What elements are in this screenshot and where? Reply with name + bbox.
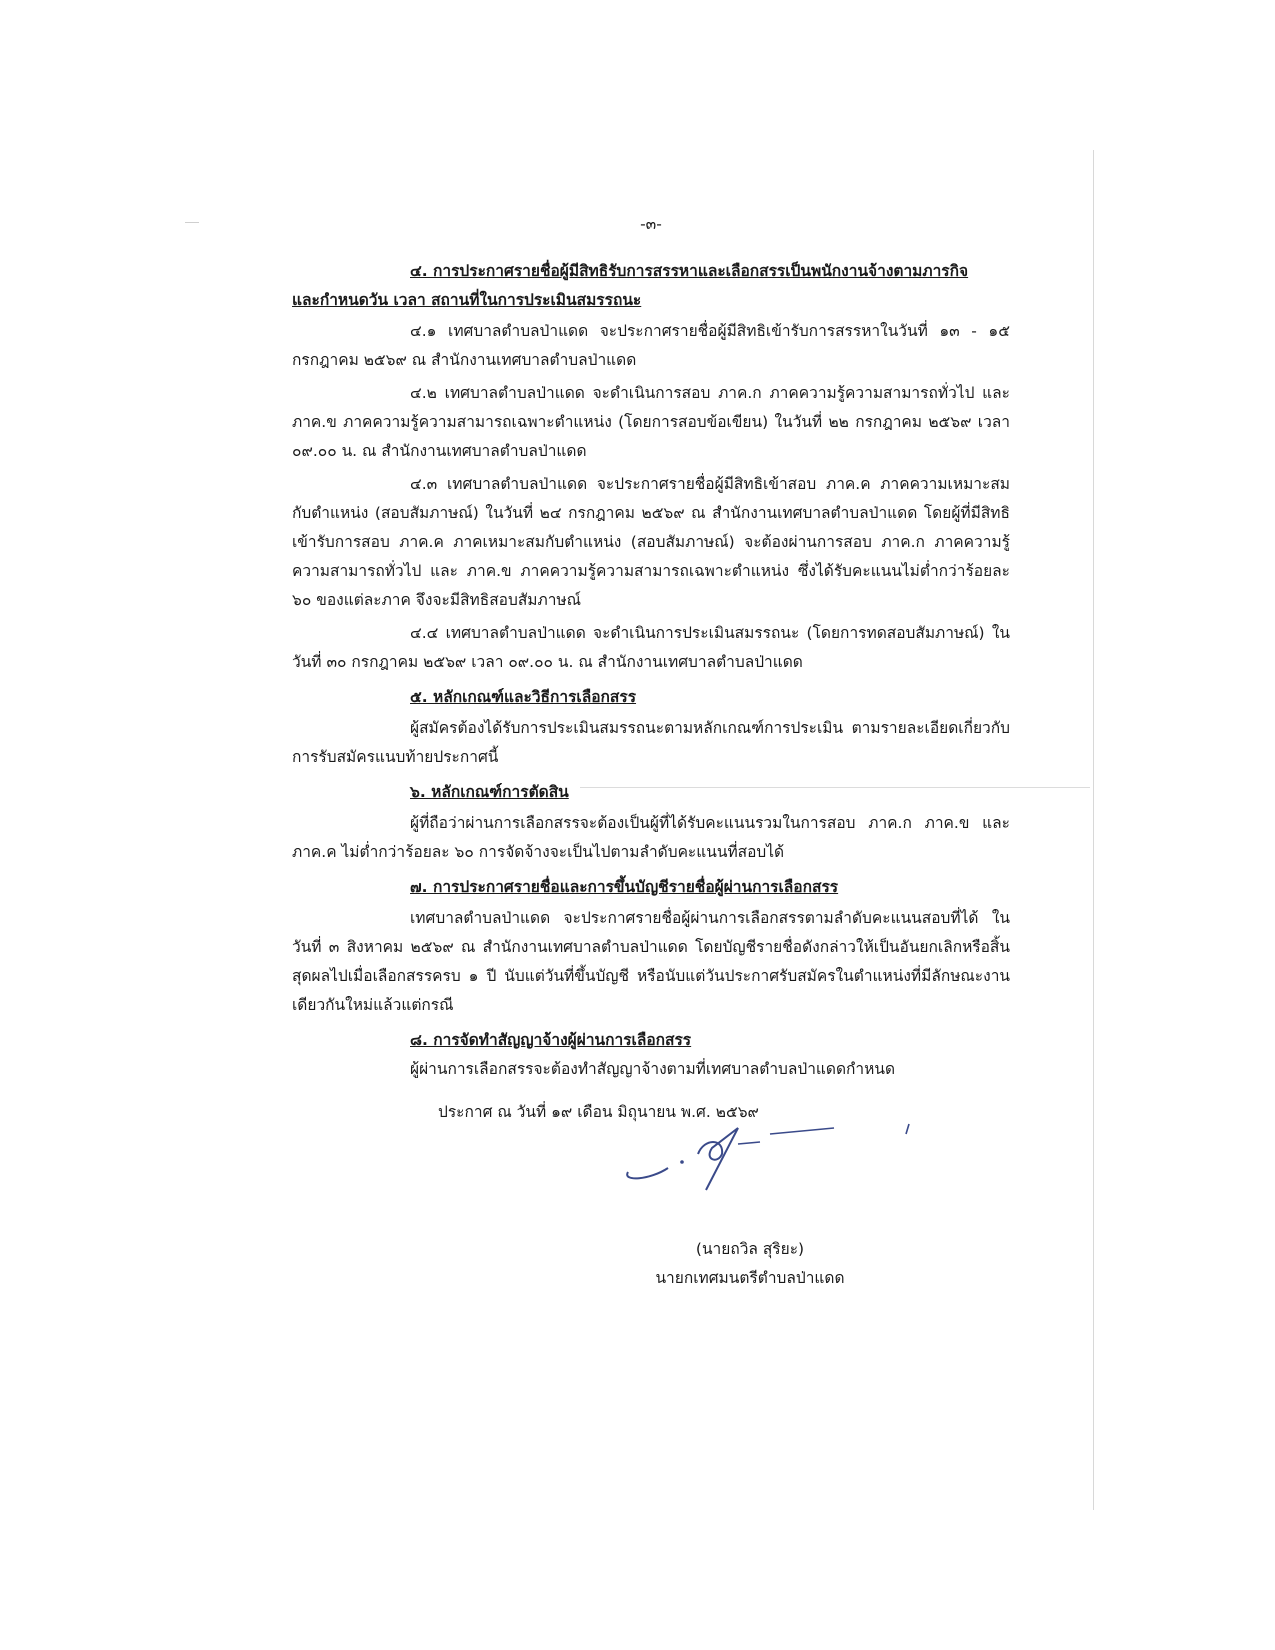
section-7-body: เทศบาลตำบลป่าแดด จะประกาศรายชื่อผู้ผ่านการเลือกสรรตามลำดับคะแนนสอบที่ได้ ใน วันที่ ๓ สิงหาคม ๒๕๖๙ ณ สำนักงานเทศบาลตำบลป่าแดด โดยบัญชีรายชื่อดังกล่าวให้เป็นอันยกเลิกหรือสิ้นสุดผลไปเมื่อเลือกสรรครบ ๑ ปี นับแต่วันที่ขึ้นบัญชี หรือนับแต่วันประกาศรับสมัครในตำแหน่งที่มีลักษณะงานเดียวกันใหม่แล้วแต่กรณี <box>292 909 1010 1014</box>
signer-block <box>620 1235 880 1293</box>
section-4-heading-line2: และกำหนดวัน เวลา สถานที่ในการประเมินสมรรถนะ <box>292 291 642 309</box>
signature-tick-mark <box>902 1122 912 1138</box>
item-4-3: ๔.๓ เทศบาลตำบลป่าแดด จะประกาศรายชื่อผู้มีสิทธิเข้าสอบ ภาค.ค ภาคความเหมาะสมกับตำแหน่ง (สอบสัมภาษณ์) ในวันที่ ๒๔ กรกฎาคม ๒๕๖๙ ณ สำนักงานเทศบาลตำบลป่าแดด โดยผู้ที่มีสิทธิเข้ารับการสอบ ภาค.ค ภาคเหมาะสมกับตำแหน่ง (สอบสัมภาษณ์) จะต้องผ่านการสอบ ภาค.ก ภาคความรู้ความสามารถทั่วไป และ ภาค.ข ภาคความรู้ความสามารถเฉพาะตำแหน่ง ซึ่งได้รับคะแนนไม่ต่ำกว่าร้อยละ ๖๐ ของแต่ละภาค จึงจะมีสิทธิสอบสัมภาษณ์ <box>292 475 1010 609</box>
page-number: -๓- <box>640 215 662 233</box>
section-7-title: ๗. การประกาศรายชื่อและการขึ้นบัญชีรายชื่อผู้ผ่านการเลือกสรร <box>410 878 839 896</box>
scan-speck <box>185 222 199 223</box>
item-4-4: ๔.๔ เทศบาลตำบลป่าแดด จะดำเนินการประเมินสมรรถนะ (โดยการทดสอบสัมภาษณ์) ในวันที่ ๓๐ กรกฎาคม ๒๕๖๙ เวลา ๐๙.๐๐ น. ณ สำนักงานเทศบาลตำบลป่าแดด <box>292 624 1010 671</box>
item-4-2: ๔.๒ เทศบาลตำบลป่าแดด จะดำเนินการสอบ ภาค.ก ภาคความรู้ความสามารถทั่วไป และ ภาค.ข ภาคความรู้ความสามารถเฉพาะตำแหน่ง (โดยการสอบข้อเขียน) ในวันที่ ๒๒ กรกฎาคม ๒๕๖๙ เวลา ๐๙.๐๐ น. ณ สำนักงานเทศบาลตำบลป่าแดด <box>292 384 1010 460</box>
section-6-body: ผู้ที่ถือว่าผ่านการเลือกสรรจะต้องเป็นผู้ที่ได้รับคะแนนรวมในการสอบ ภาค.ก ภาค.ข และ ภาค.ค ไม่ต่ำกว่าร้อยละ ๖๐ การจัดจ้างจะเป็นไปตามลำดับคะแนนที่สอบได้ <box>292 814 1010 861</box>
document-body <box>292 210 1010 1127</box>
item-4-1: ๔.๑ เทศบาลตำบลป่าแดด จะประกาศรายชื่อผู้มีสิทธิเข้ารับการสรรหาในวันที่ ๑๓ - ๑๕ กรกฎาคม ๒๕๖๙ ณ สำนักงานเทศบาลตำบลป่าแดด <box>292 322 1010 369</box>
section-8-title: ๘. การจัดทำสัญญาจ้างผู้ผ่านการเลือกสรร <box>410 1031 692 1049</box>
section-6-title: ๖. หลักเกณฑ์การตัดสิน <box>410 783 569 801</box>
section-5-title: ๕. หลักเกณฑ์และวิธีการเลือกสรร <box>410 688 637 706</box>
signer-position: นายกเทศมนตรีตำบลป่าแดด <box>655 1269 845 1287</box>
section-5-body: ผู้สมัครต้องได้รับการประเมินสมรรถนะตามหลักเกณฑ์การประเมิน ตามรายละเอียดเกี่ยวกับการรับสมัครแนบท้ายประกาศนี้ <box>292 719 1010 766</box>
announcement-date: ประกาศ ณ วันที่ ๑๙ เดือน มิถุนายน พ.ศ. ๒๕๖๙ <box>438 1103 759 1121</box>
section-4-heading-line1: ๔. การประกาศรายชื่อผู้มีสิทธิรับการสรรหาและเลือกสรรเป็นพนักงานจ้างตามภารกิจ <box>410 262 969 280</box>
section-8-body: ผู้ผ่านการเลือกสรรจะต้องทำสัญญาจ้างตามที่เทศบาลตำบลป่าแดดกำหนด <box>410 1060 896 1078</box>
signer-name: (นายถวิล สุริยะ) <box>695 1240 805 1258</box>
signature-mark <box>620 1120 850 1200</box>
scan-page-edge <box>1093 150 1094 1510</box>
